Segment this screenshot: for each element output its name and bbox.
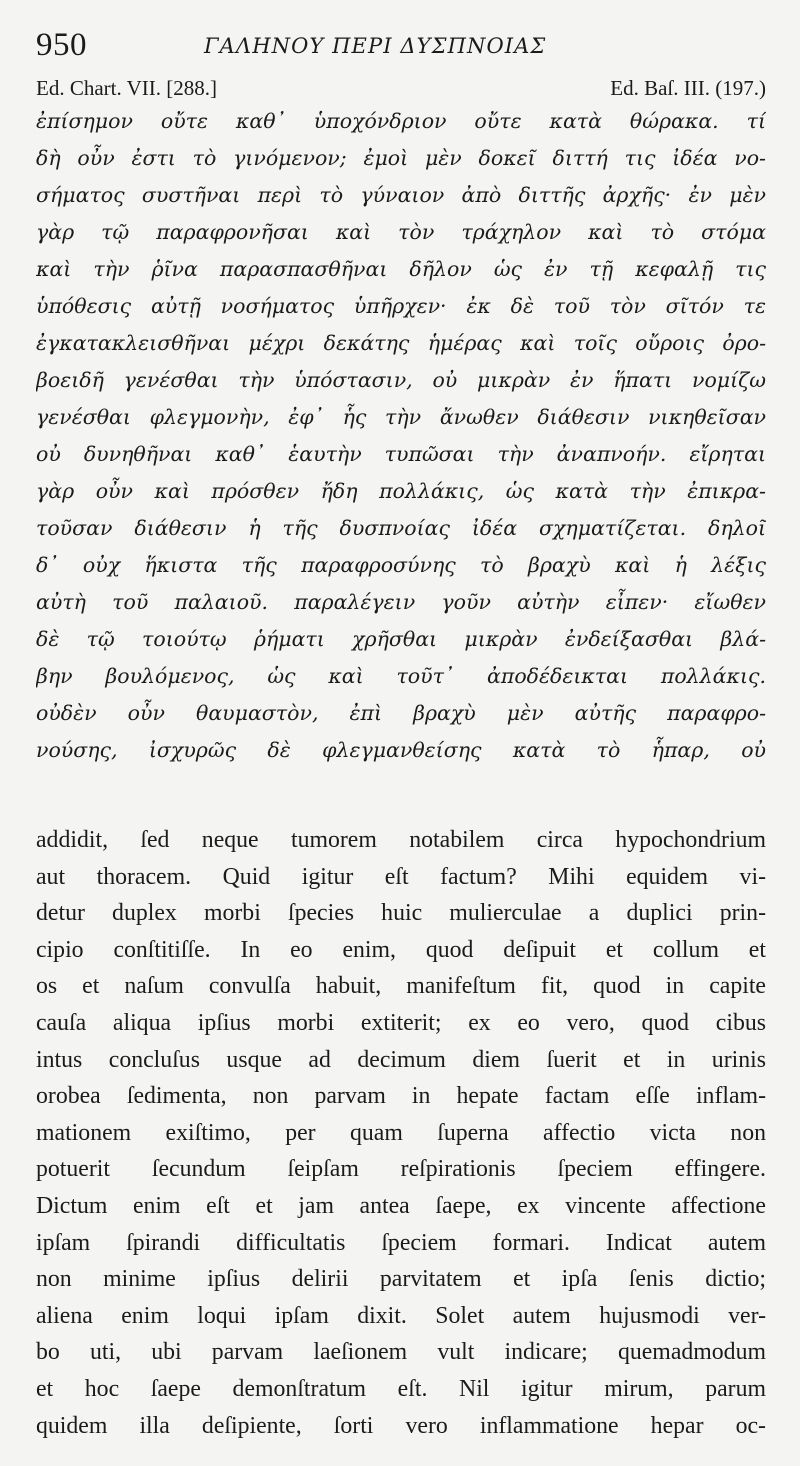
edition-references bbox=[36, 74, 766, 102]
latin-text-line: cipio conſtitiſſe. In eo enim, quod deſipuit et collum et bbox=[36, 936, 766, 963]
latin-text-line: non minime ipſius delirii parvitatem et ipſa ſenis dictio; bbox=[36, 1266, 766, 1293]
greek-text-line: βοειδῆ γενέσθαι τὴν ὑπόστασιν, οὐ μικρὰν ἐν ἥπατι νομίζω bbox=[36, 368, 766, 392]
latin-text-line: cauſa aliqua ipſius morbi extiterit; ex eo vero, quod cibus bbox=[36, 1009, 766, 1036]
greek-text-line: αὐτὴ τοῦ παλαιοῦ. παραλέγειν γοῦν αὐτὴν εἶπεν· εἴωθεν bbox=[36, 590, 766, 614]
running-title: ΓΑΛΗΝΟΥ ΠΕΡΙ ΔΥΣΠΝΟΙΑΣ bbox=[204, 34, 547, 58]
latin-text-line: aliena enim loqui ipſam dixit. Solet autem hujusmodi ver- bbox=[36, 1302, 766, 1329]
greek-text-line: βην βουλόμενος, ὡς καὶ τοῦτ᾽ ἀποδέδεικται πολλάκις. bbox=[36, 664, 766, 688]
latin-text-line: detur duplex morbi ſpecies huic mulierculae a duplici prin- bbox=[36, 900, 766, 927]
greek-text-line: τοῦσαν διάθεσιν ἡ τῆς δυσπνοίας ἰδέα σχηματίζεται. δηλοῖ bbox=[36, 516, 766, 540]
latin-text-line: os et naſum convulſa habuit, manifeſtum fit, quod in capite bbox=[36, 973, 766, 1000]
greek-text-line: δὲ τῷ τοιούτῳ ῥήματι χρῆσθαι μικρὰν ἐνδείξασθαι βλά- bbox=[36, 627, 766, 651]
latin-text-line: quidem illa deſipiente, ſorti vero inflammatione hepar oc- bbox=[36, 1412, 766, 1439]
greek-text-line: οὐδὲν οὖν θαυμαστὸν, ἐπὶ βραχὺ μὲν αὐτῆς παραφρο- bbox=[36, 701, 766, 725]
latin-text-line: bo uti, ubi parvam laeſionem vult indicare; quemadmodum bbox=[36, 1339, 766, 1366]
latin-text-line: potuerit ſecundum ſeipſam reſpirationis ſpeciem effingere. bbox=[36, 1156, 766, 1183]
latin-text-line: aut thoracem. Quid igitur eſt factum? Mihi equidem vi- bbox=[36, 863, 766, 890]
greek-text-line: γὰρ οὖν καὶ πρόσθεν ἤδη πολλάκις, ὡς κατὰ τὴν ἐπικρα- bbox=[36, 479, 766, 503]
greek-text-block bbox=[36, 103, 766, 769]
greek-text-line: σήματος συστῆναι περὶ τὸ γύναιον ἀπὸ διττῆς ἀρχῆς· ἐν μὲν bbox=[36, 183, 766, 207]
greek-text-line: δ᾽ οὐχ ἥκιστα τῆς παραφροσύνης τὸ βραχὺ καὶ ἡ λέξις bbox=[36, 553, 766, 577]
greek-text-line: δὴ οὖν ἐστι τὸ γινόμενον; ἐμοὶ μὲν δοκεῖ διττή τις ἰδέα νο- bbox=[36, 146, 766, 170]
greek-text-line: ἐπίσημον οὔτε καθ᾽ ὑποχόνδριον οὔτε κατὰ θώρακα. τί bbox=[36, 109, 766, 133]
latin-text-line: addidit, ſed neque tumorem notabilem circa hypochondrium bbox=[36, 827, 766, 853]
edition-reference-basel: Ed. Baſ. III. (197.) bbox=[610, 76, 766, 100]
greek-text-line: ὑπόθεσις αὐτῇ νοσήματος ὑπῆρχεν· ἐκ δὲ τοῦ τὸν σῖτόν τε bbox=[36, 294, 766, 318]
latin-text-line: ipſam ſpirandi difficultatis ſpeciem formari. Indicat autem bbox=[36, 1229, 766, 1256]
page-number: 950 bbox=[36, 27, 87, 63]
greek-text-line: ἐγκατακλεισθῆναι μέχρι δεκάτης ἡμέρας καὶ τοῖς οὔροις ὀρο- bbox=[36, 331, 766, 355]
greek-text-line: γὰρ τῷ παραφρονῆσαι καὶ τὸν τράχηλον καὶ τὸ στόμα bbox=[36, 220, 766, 244]
latin-text-line: Dictum enim eſt et jam antea ſaepe, ex vincente affectione bbox=[36, 1192, 766, 1219]
greek-text-line: καὶ τὴν ῥῖνα παρασπασθῆναι δῆλον ὡς ἐν τῇ κεφαλῇ τις bbox=[36, 257, 766, 281]
latin-text-block bbox=[36, 822, 766, 1444]
greek-text-line: γενέσθαι φλεγμονὴν, ἐφ᾽ ἧς τὴν ἄνωθεν διάθεσιν νικηθεῖσαν bbox=[36, 405, 766, 429]
page-header bbox=[36, 24, 766, 68]
latin-text-line: mationem exiſtimo, per quam ſuperna affectio victa non bbox=[36, 1119, 766, 1146]
edition-reference-chartier: Ed. Chart. VII. [288.] bbox=[36, 76, 217, 100]
latin-text-line: intus concluſus usque ad decimum diem ſuerit et in urinis bbox=[36, 1046, 766, 1073]
greek-text-line: νούσης, ἰσχυρῶς δὲ φλεγμανθείσης κατὰ τὸ ἧπαρ, οὐ bbox=[36, 738, 766, 762]
latin-text-line: orobea ſedimenta, non parvam in hepate factam eſſe inflam- bbox=[36, 1083, 766, 1110]
greek-text-line: οὐ δυνηθῆναι καθ᾽ ἑαυτὴν τυπῶσαι τὴν ἀναπνοήν. εἴρηται bbox=[36, 442, 766, 466]
latin-text-line: et hoc ſaepe demonſtratum eſt. Nil igitur mirum, parum bbox=[36, 1375, 766, 1402]
